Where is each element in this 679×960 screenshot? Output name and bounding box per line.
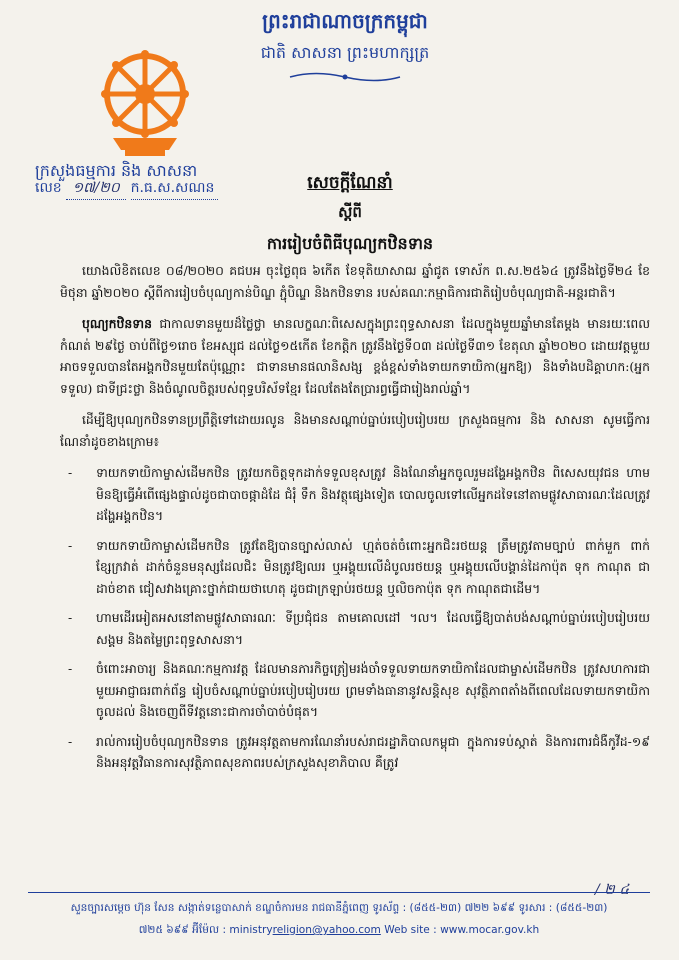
website-link[interactable]: Web site : www.mocar.gov.kh: [384, 924, 540, 936]
list-item: - ទាយកទាយិកាម្ចាស់ដើមកឋិន ត្រូវតែឱ្យបានច្បាស់លាស់ ហ្មត់ចត់ចំពោះអ្នកជិះរថយន្ត ត្រឹមត្រូវតាមច្បាប់ ពាក់មួក ពាក់ខ្សែក្រវាត់ ដាក់ចំនួនមនុស្សដែលជិះ មិនត្រូវឱ្យឈរ ឬអង្គុយលើដំបូលរថយន្ត ឬអង្គុយលើបង្គាន់ដៃកាប៉ុត ទុក កាណុត ជាដាច់ខាត ជៀសវាងគ្រោះថ្នាក់ជាយថាហេតុ ដូចជាក្រឡាប់រថយន្ត ឬលិចកាប៉ុត ទុក កាណុតជាដើម។: [96, 535, 650, 600]
ministry-name: ក្រសួងធម្មការ និង សាសនា: [35, 161, 198, 180]
flourish-divider: [285, 70, 405, 84]
document-body: [60, 260, 650, 782]
ref-prefix: លេខ: [35, 180, 62, 196]
kingdom-header: [235, 8, 455, 84]
document-title: [200, 172, 500, 257]
email-link[interactable]: religion@yahoo.com: [272, 924, 381, 936]
title-subject: ការរៀបចំពិធីបុណ្យកឋិនទាន: [266, 234, 434, 253]
paragraph-2: [60, 313, 650, 399]
kingdom-name: ព្រះរាជាណាចក្រកម្ពុជា: [262, 9, 428, 33]
paragraph-3: ដើម្បីឱ្យបុណ្យកឋិនទានប្រព្រឹត្តិទៅដោយរលូន និងមានសណ្តាប់ធ្នាប់របៀបរៀបរយ ក្រសួងធម្មការ និង សាសនា សូមធ្វើការណែនាំដូចខាងក្រោម៖: [60, 412, 650, 449]
footer-address: សួនច្បារសម្តេច ហ៊ុន សែន សង្កាត់ទន្លេបាសាក់ ខណ្ឌចំការមន រាជធានីភ្នំពេញ ទូរស័ព្ទ : (៨៥៥-២៣) ៧២២ ៦៩៩ ទូរសារ : (៨៥៥-២៣): [70, 902, 608, 914]
paragraph-2-text: ជាកាលទានមួយដ៏ថ្លៃថ្លា មានលក្ខណៈពិសេសក្នុងព្រះពុទ្ធសាសនា ដែលក្នុងមួយឆ្នាំមានតែម្តង មានរយៈពេលកំណត់ ២៩ថ្ងៃ ចាប់ពីថ្ងៃ១រោច ខែអស្សុជ ដល់ថ្ងៃ១៥កើត ខែកត្តិក ត្រូវនឹងថ្ងៃទី០៣ ដល់ថ្ងៃទី៣១ ខែតុលា ឆ្នាំ២០២០ ដោយវត្តមួយអាចទទួលបានតែអង្គកឋិនមួយតែប៉ុណ្ណោះ ជាទានមានផលានិសង្ស ខ្ពង់ខ្ពស់ទាំងទាយកទាយិកា(អ្នកឱ្យ) និងទាំងបដិគ្គាហក:(អ្នកទទួល) ជាទីជ្រះថ្លា និងចំណូលចិត្តរបស់ពុទ្ធបរិស័ទខ្មែរ ដែលតែងតែប្រារព្ធធ្វើជារៀងរាល់ឆ្នាំ។: [60, 316, 650, 396]
kingdom-motto: ជាតិ សាសនា ព្រះមហាក្សត្រ: [260, 43, 430, 62]
title-main: សេចក្តីណែនាំ: [307, 173, 393, 193]
ref-no: ១៧/២០: [66, 178, 126, 200]
footer-fax-email-prefix: ៧២៥ ៦៩៩ អ៊ីម៉ែល : ministry: [138, 924, 273, 936]
paragraph-2-lead: បុណ្យកឋិនទាន: [82, 316, 152, 331]
title-sub: ស្តីពី: [338, 203, 362, 221]
paragraph-1: យោងលិខិតលេខ ០៨/២០២០ គជបអ ចុះថ្ងៃពុធ ៦កើត ខែទុតិយាសាឍ ឆ្នាំជូត ទោស័ក ព.ស.២៥៦៤ ត្រូវនឹងថ្ងៃទី២៤ ខែមិថុនា ឆ្នាំ២០២០ ស្តីពីការរៀបចំបុណ្យកាន់បិណ្ឌ ភ្ជុំបិណ្ឌ និងកឋិនទាន របស់គណៈកម្មាធិការជាតិរៀបចំបុណ្យជាតិ-អន្តរជាតិ។: [60, 263, 650, 300]
list-item: - ហាមដើរអៀតអសនៅតាមផ្លូវសាធារណៈ ទីប្រជុំជន តាមគោលដៅ ។ល។ ដែលធ្វើឱ្យបាត់បង់សណ្តាប់ធ្នាប់របៀបរៀបរយសង្គម និងតម្លៃព្រះពុទ្ធសាសនា។: [96, 607, 650, 650]
list-item: - ទាយកទាយិកាម្ចាស់ដើមកឋិន ត្រូវយកចិត្តទុកដាក់ទទួលខុសត្រូវ និងណែនាំអ្នកចូលរួមដង្ហែអង្គកឋិន ពិសេសយុវជន ហាមមិនឱ្យធ្វើអំពើផ្សេងផ្ទាល់ដូចជាបាចផ្កាដំដែ ជំរុំ ទឹក និងវត្ថុផ្សេងទៀត បោលចូលទៅលើអ្នកដទៃនៅតាមផ្លូវសាធារណៈដែលត្រូវដង្ហែអង្គកឋិន។: [96, 462, 650, 527]
footer: [28, 897, 650, 941]
footer-divider: [28, 892, 650, 893]
list-item: - រាល់ការរៀបចំបុណ្យកឋិនទាន ត្រូវអនុវត្តតាមការណែនាំរបស់រាជរដ្ឋាភិបាលកម្ពុជា ក្នុងការទប់ស្កាត់ និងការពារជំងឺកូវីដ-១៩ និងអនុវត្តវិធានការសុវត្ថិភាពសុខភាពរបស់ក្រសួងសុខាភិបាល គឺត្រូវ: [96, 731, 650, 774]
footer-contact: [28, 919, 650, 941]
ref-code: ក.ធ.ស.សណន: [131, 178, 219, 200]
list-item: - ចំពោះអាចារ្យ និងគណៈកម្មការវត្ត ដែលមានភារកិច្ចត្រៀមរង់ចាំទទួលទាយកទាយិកាដែលជាម្ចាស់ដើមកឋិន ត្រូវសហការជាមួយអាជ្ញាធរពាក់ព័ន្ធ រៀបចំសណ្តាប់ធ្នាប់របៀបរៀបរយ ព្រមទាំងធានានូវសន្តិសុខ សុវត្ថិភាពតាំងពីពេលដែលទាយកទាយិកាចូលដល់ និងចេញពីទីវត្តនោះជាការចាំបាច់បំផុត។: [96, 658, 650, 723]
page-mark: / ២ ៤: [595, 882, 630, 898]
dharma-wheel-emblem: [95, 50, 195, 160]
instruction-list: [60, 462, 650, 774]
